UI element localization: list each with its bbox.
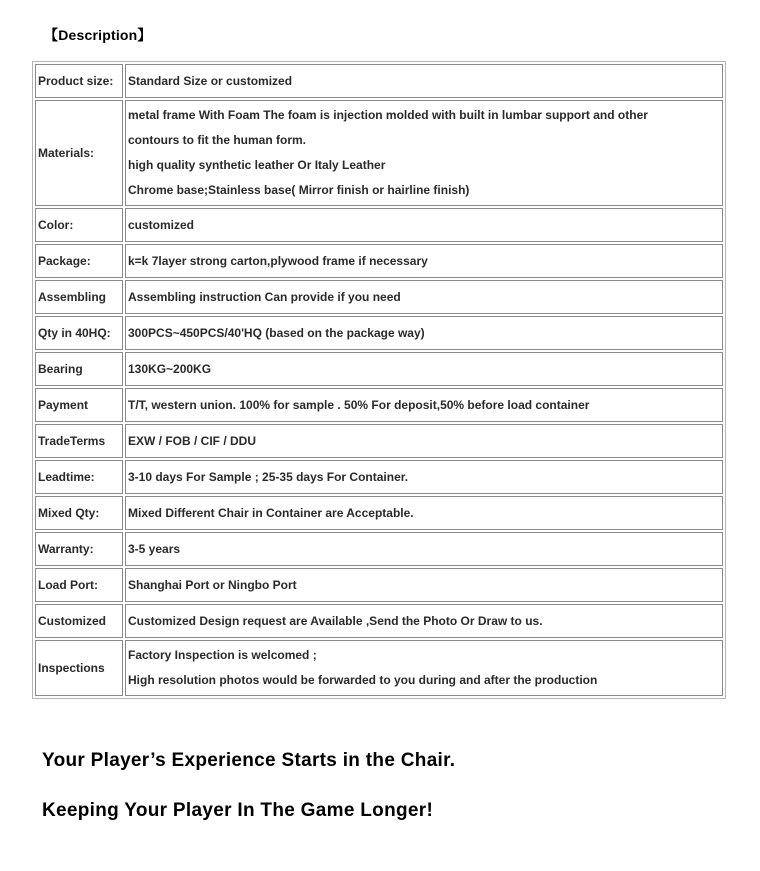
row-value-line: Standard Size or customized [128, 74, 293, 88]
row-value [125, 496, 723, 530]
table-row-inspections [35, 640, 723, 696]
table-row-trade-terms [35, 424, 723, 458]
row-value-line: 300PCS~450PCS/40'HQ (based on the package way) [128, 326, 425, 340]
specification-table [32, 61, 726, 699]
row-label: Qty in 40HQ: [35, 316, 123, 350]
row-value [125, 280, 723, 314]
row-label: Customized [35, 604, 123, 638]
row-value [125, 424, 723, 458]
row-value [125, 640, 723, 696]
row-value-line: Mixed Different Chair in Container are Acceptable. [128, 506, 414, 520]
row-value-line: Assembling instruction Can provide if you need [128, 290, 401, 304]
row-label: Product size: [35, 64, 123, 98]
row-label: Materials: [35, 100, 123, 206]
row-value-line: T/T, western union. 100% for sample . 50% For deposit,50% before load container [128, 398, 590, 412]
row-label: Load Port: [35, 568, 123, 602]
row-label: Payment [35, 388, 123, 422]
row-value [125, 64, 723, 98]
row-value-line: Customized Design request are Available ,Send the Photo Or Draw to us. [128, 614, 543, 628]
row-label: Assembling [35, 280, 123, 314]
row-value-line: EXW / FOB / CIF / DDU [128, 434, 256, 448]
row-label: Inspections [35, 640, 123, 696]
row-value-line: high quality synthetic leather Or Italy Leather [128, 158, 386, 172]
row-value-line: Chrome base;Stainless base( Mirror finish or hairline finish) [128, 183, 470, 197]
row-value-line: metal frame With Foam The foam is injection molded with built in lumbar support and other [128, 108, 648, 122]
tagline-keeping-in-game: Keeping Your Player In The Game Longer! [42, 800, 434, 821]
table-row-assembling [35, 280, 723, 314]
row-value-line: 130KG~200KG [128, 362, 212, 376]
row-label: Mixed Qty: [35, 496, 123, 530]
row-value-line: contours to fit the human form. [128, 133, 306, 147]
table-row-materials [35, 100, 723, 206]
row-value-line: 3-10 days For Sample ; 25-35 days For Container. [128, 470, 409, 484]
table-row-bearing [35, 352, 723, 386]
row-value [125, 244, 723, 278]
row-label: Color: [35, 208, 123, 242]
specification-table-body [35, 64, 723, 696]
row-value [125, 316, 723, 350]
table-row-mixed-qty [35, 496, 723, 530]
row-value-line: Factory Inspection is welcomed ; [128, 648, 317, 662]
row-value-line: customized [128, 218, 195, 232]
row-value [125, 100, 723, 206]
table-row-customized [35, 604, 723, 638]
table-row-load-port [35, 568, 723, 602]
row-value [125, 604, 723, 638]
row-label: TradeTerms [35, 424, 123, 458]
row-value-line: 3-5 years [128, 542, 181, 556]
table-row-product-size [35, 64, 723, 98]
table-row-payment [35, 388, 723, 422]
table-row-qty-in-40hq [35, 316, 723, 350]
row-label: Leadtime: [35, 460, 123, 494]
table-row-warranty [35, 532, 723, 566]
row-value-line: Shanghai Port or Ningbo Port [128, 578, 297, 592]
row-value-line: k=k 7layer strong carton,plywood frame if necessary [128, 254, 428, 268]
row-value [125, 208, 723, 242]
table-row-package [35, 244, 723, 278]
row-label: Bearing [35, 352, 123, 386]
row-value [125, 532, 723, 566]
row-label: Warranty: [35, 532, 123, 566]
row-value [125, 568, 723, 602]
table-row-leadtime [35, 460, 723, 494]
row-value-line: High resolution photos would be forwarded to you during and after the production [128, 673, 598, 687]
description-heading: 【Description】 [44, 27, 152, 43]
row-value [125, 460, 723, 494]
row-value [125, 352, 723, 386]
table-row-color [35, 208, 723, 242]
row-label: Package: [35, 244, 123, 278]
tagline-experience: Your Player’s Experience Starts in the Chair. [42, 750, 456, 771]
row-value [125, 388, 723, 422]
